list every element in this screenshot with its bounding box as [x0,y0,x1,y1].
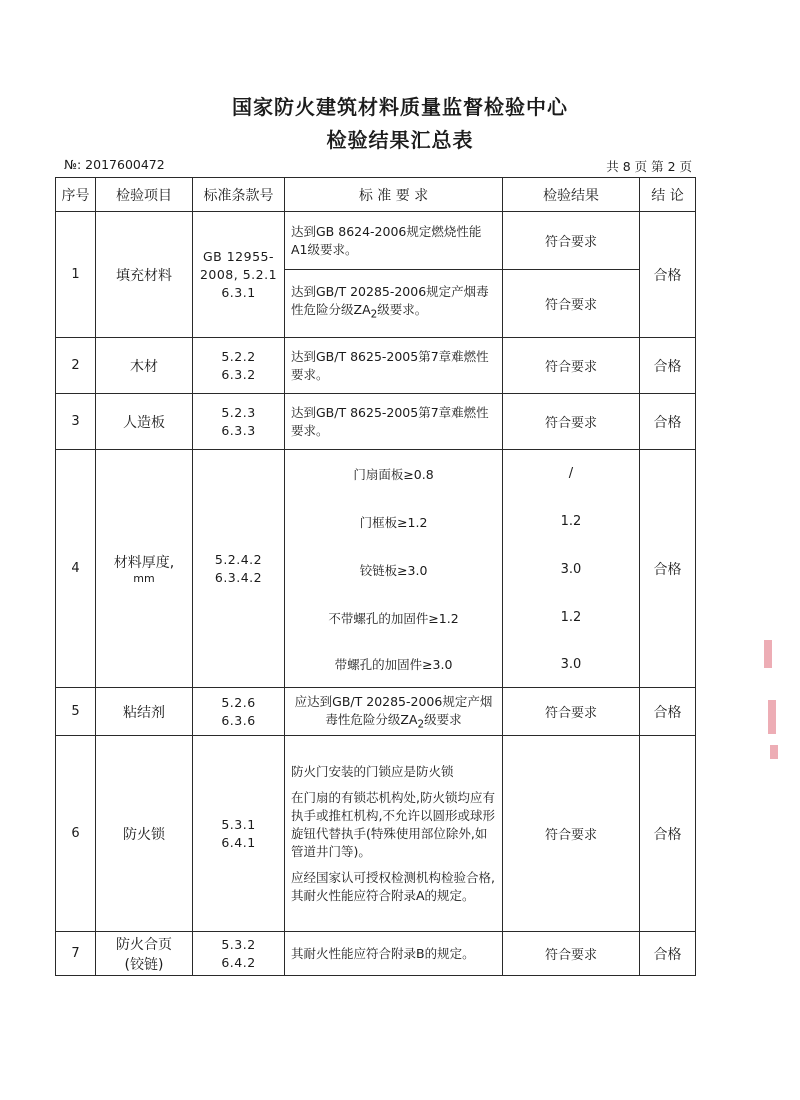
test-item: 防火合页 (铰链) [96,932,193,976]
test-result: 符合要求 [503,736,640,932]
seal-mark [768,700,776,734]
col-header-clause: 标准条款号 [193,178,285,212]
table-row [56,394,696,450]
requirement-text: 达到GB 8624-2006规定燃烧性能A1级要求。 [285,212,503,270]
test-result: 符合要求 [503,688,640,736]
col-header-item: 检验项目 [96,178,193,212]
test-result: 符合要求 [503,932,640,976]
row-number: 2 [56,338,96,394]
requirement-text: 其耐火性能应符合附录B的规定。 [285,932,503,976]
row-number: 4 [56,450,96,688]
table-row [56,450,696,498]
requirement-text: 应达到GB/T 20285-2006规定产烟毒性危险分级$ZA_2$级要求 [285,688,503,736]
test-result: 3.0 [503,546,640,594]
standard-clause: 5.3.2 6.4.2 [193,932,285,976]
requirement-text: 铰链板≥3.0 [285,546,503,594]
table-header-row [56,178,696,212]
row-number: 3 [56,394,96,450]
standard-clause: 5.2.4.2 6.3.4.2 [193,450,285,688]
seal-mark [770,745,778,759]
test-item: 填充材料 [96,212,193,338]
conclusion: 合格 [640,736,696,932]
conclusion: 合格 [640,932,696,976]
conclusion: 合格 [640,688,696,736]
test-result: 1.2 [503,498,640,546]
table-row [56,212,696,270]
conclusion: 合格 [640,394,696,450]
document-number: №: 2017600472 [64,157,165,172]
test-result: / [503,450,640,498]
col-header-result: 检验结果 [503,178,640,212]
test-item: 人造板 [96,394,193,450]
test-item: 粘结剂 [96,688,193,736]
test-result: 3.0 [503,642,640,688]
col-header-requirement: 标 准 要 求 [285,178,503,212]
row-number: 7 [56,932,96,976]
requirement-text: 门扇面板≥0.8 [285,450,503,498]
row-number: 6 [56,736,96,932]
conclusion: 合格 [640,338,696,394]
requirement-text: 防火门安装的门锁应是防火锁 在门扇的有锁芯机构处,防火锁均应有执手或推杠机构,不允许以圆形或球形旋钮代替执手(特殊使用部位除外,如管道井门等)。 应经国家认可授权检测机构检验合格,其耐火性能应符合附录A的规定。 [285,736,503,932]
page-subtitle: 检验结果汇总表 [326,128,474,152]
standard-clause: 5.3.1 6.4.1 [193,736,285,932]
requirement-text: 不带螺孔的加固件≥1.2 [285,594,503,642]
requirement-text: 达到GB/T 8625-2005第7章难燃性要求。 [285,338,503,394]
table-row [56,736,696,932]
requirement-text: 达到GB/T 20285-2006规定产烟毒性危险分级$ZA_2$级要求。 [285,270,503,338]
requirement-text: 达到GB/T 8625-2005第7章难燃性要求。 [285,394,503,450]
page-info: 共 8 页 第 2 页 [606,159,692,174]
test-item: 木材 [96,338,193,394]
test-result: 符合要求 [503,212,640,270]
col-header-conclusion: 结 论 [640,178,696,212]
requirement-text: 门框板≥1.2 [285,498,503,546]
standard-clause: 5.2.6 6.3.6 [193,688,285,736]
conclusion: 合格 [640,450,696,688]
requirement-text: 带螺孔的加固件≥3.0 [285,642,503,688]
col-header-no: 序号 [56,178,96,212]
table-row [56,688,696,736]
test-result: 1.2 [503,594,640,642]
standard-clause: 5.2.2 6.3.2 [193,338,285,394]
test-result: 符合要求 [503,338,640,394]
results-table [55,177,696,976]
page-title: 国家防火建筑材料质量监督检验中心 [232,95,568,119]
conclusion: 合格 [640,212,696,338]
standard-clause: GB 12955-2008, 5.2.1 6.3.1 [193,212,285,338]
row-number: 1 [56,212,96,338]
seal-mark [764,640,772,668]
test-item: 防火锁 [96,736,193,932]
test-item: 材料厚度, mm [96,450,193,688]
test-result: 符合要求 [503,270,640,338]
test-result: 符合要求 [503,394,640,450]
table-row [56,338,696,394]
table-row [56,932,696,976]
standard-clause: 5.2.3 6.3.3 [193,394,285,450]
row-number: 5 [56,688,96,736]
